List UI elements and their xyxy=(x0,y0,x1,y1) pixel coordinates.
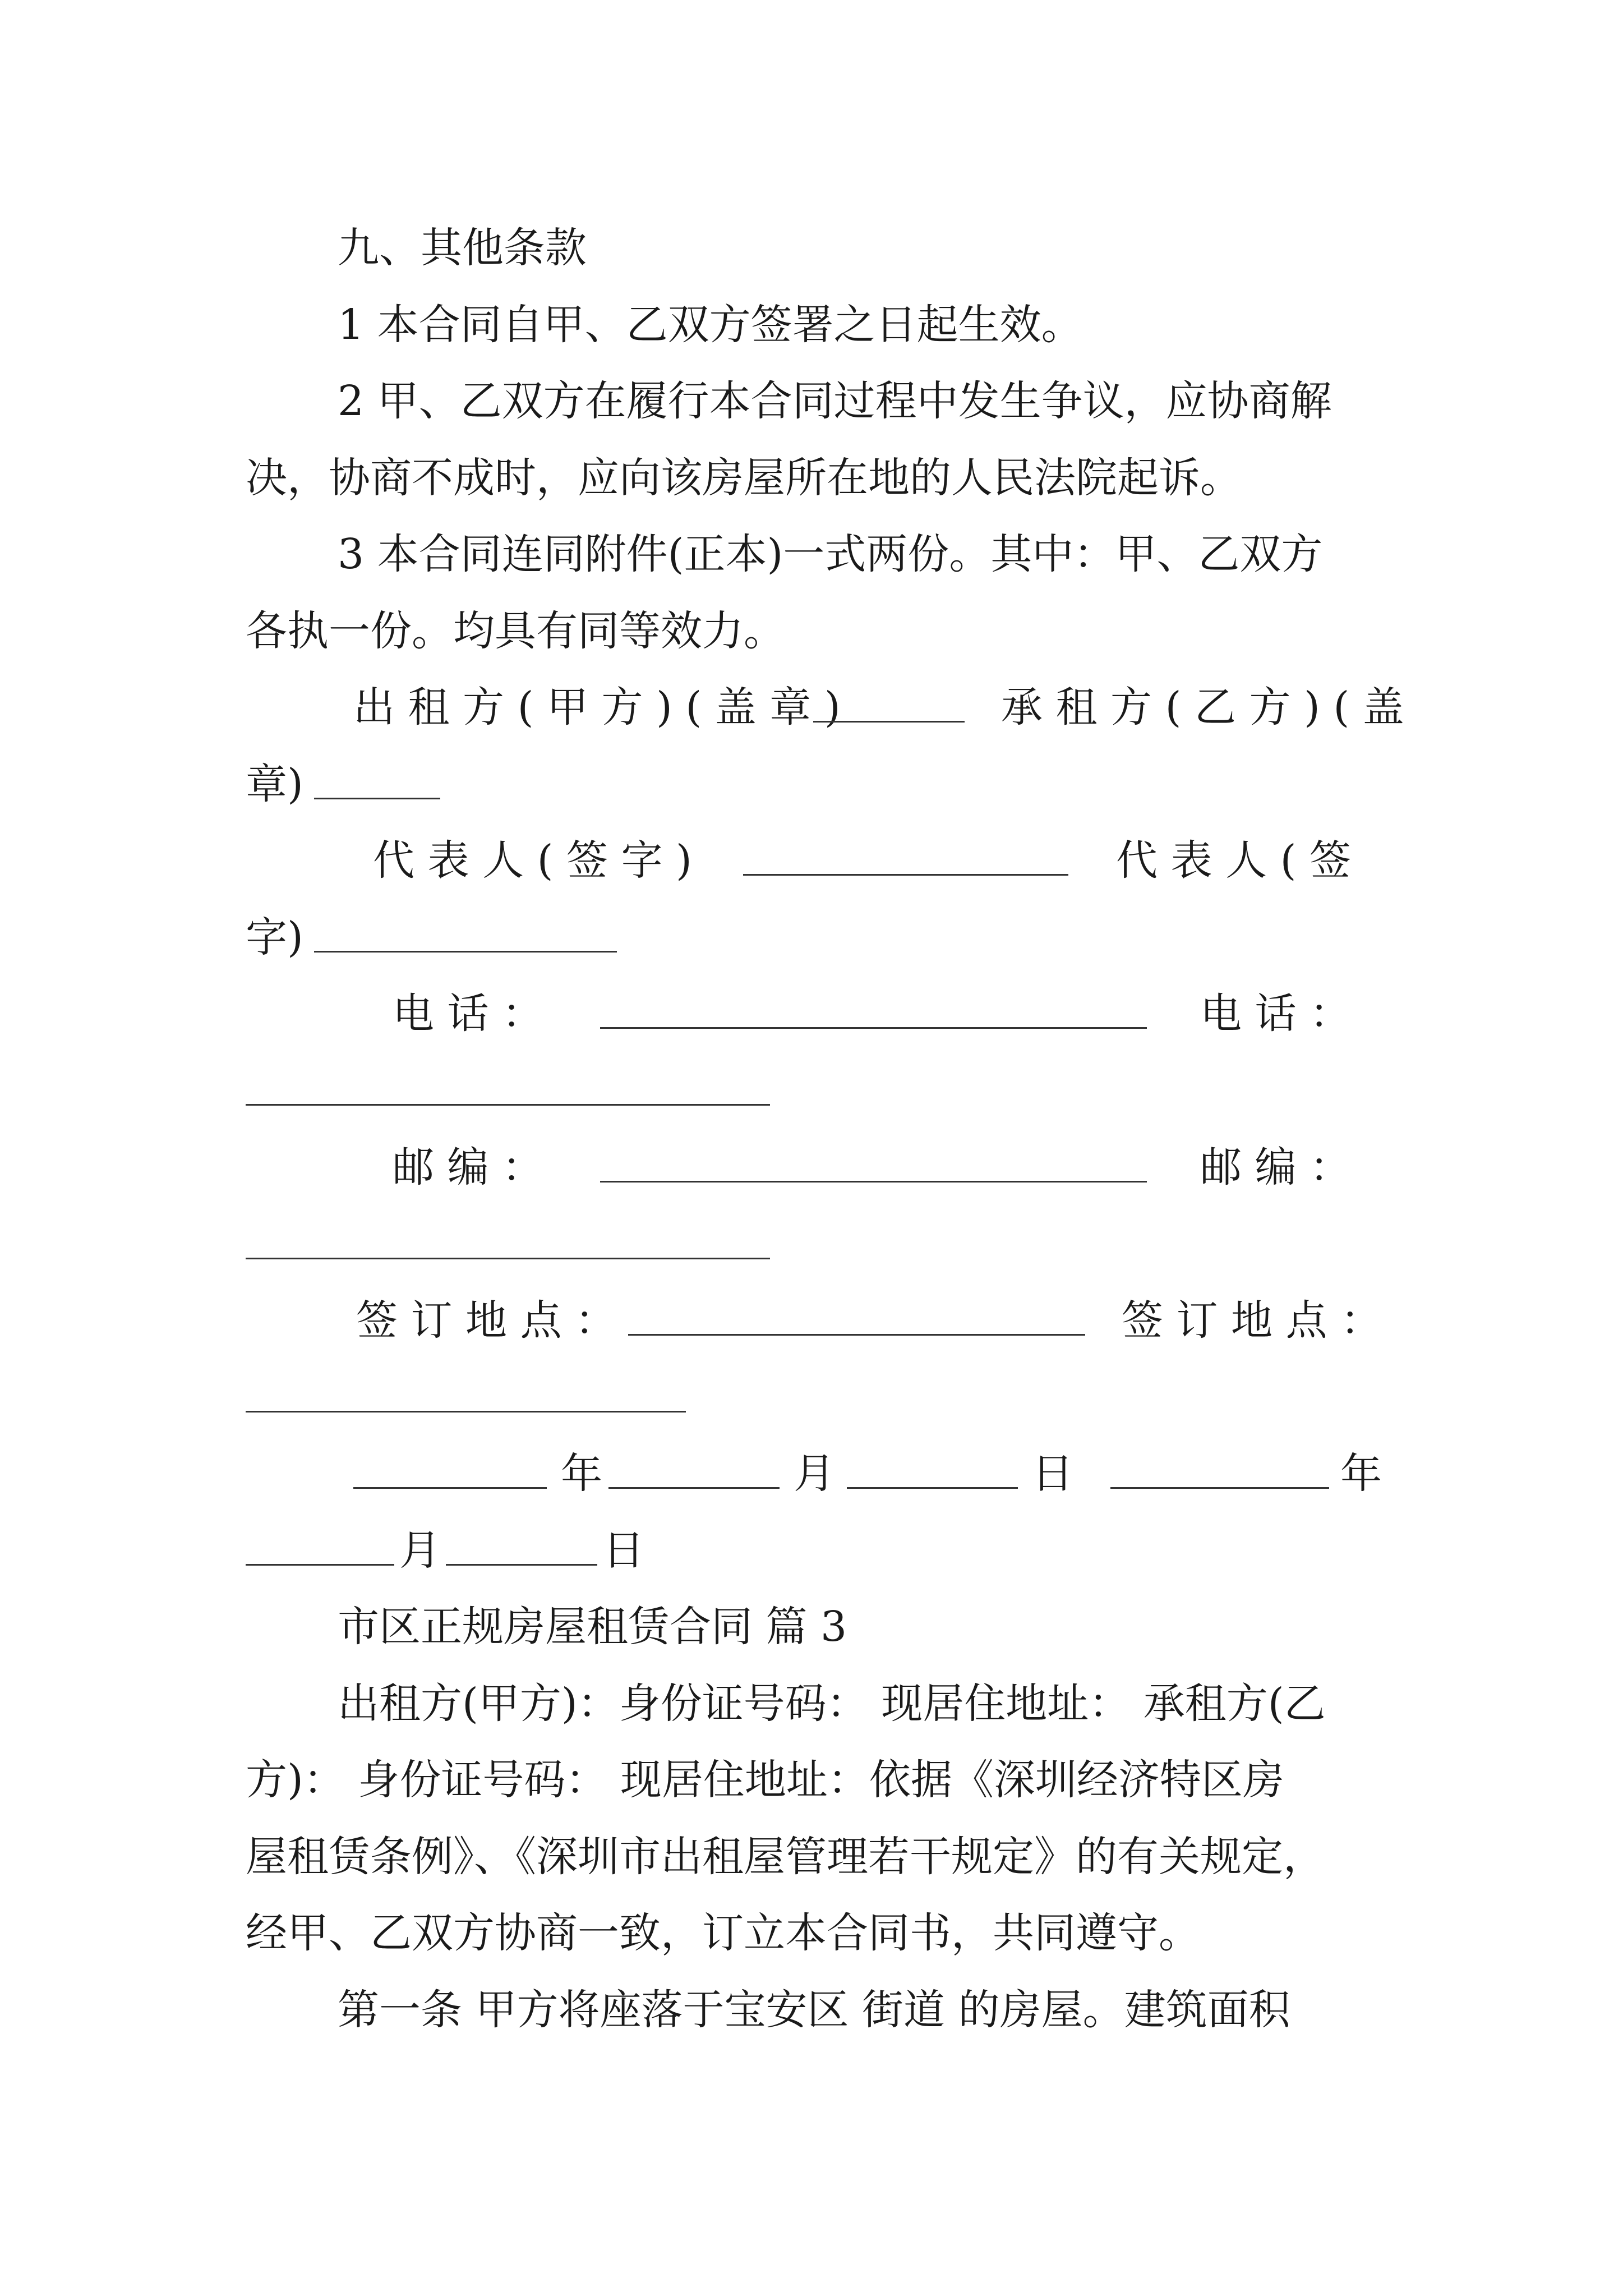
lessee-day-label: 日 xyxy=(603,1526,644,1575)
contract-3-title: 市区正规房屋租赁合同 篇 3 xyxy=(338,1603,847,1651)
clause-3-line-2: 各执一份。均具有同等效力。 xyxy=(246,607,785,655)
lessor-phone-blank xyxy=(600,1027,1147,1029)
contract-3-para-2: 方)： 身份证号码： 现居住地址：依据《深圳经济特区房 xyxy=(246,1756,1284,1804)
lessor-month-label: 月 xyxy=(794,1450,835,1498)
clause-2-line-1: 2 甲、乙双方在履行本合同过程中发生争议，应协商解 xyxy=(338,377,1332,425)
lessor-representative-blank xyxy=(743,874,1068,876)
lessee-representative-label-cont: 字) xyxy=(246,913,303,961)
lessor-seal-blank xyxy=(813,721,965,723)
lessee-postcode-blank xyxy=(246,1258,770,1259)
lessor-month-blank xyxy=(608,1487,780,1489)
lessor-day-label: 日 xyxy=(1032,1450,1073,1498)
lessee-representative-blank xyxy=(314,951,617,953)
contract-3-article-1: 第一条 甲方将座落于宝安区 街道 的房屋。建筑面积 xyxy=(338,1986,1290,2034)
lessee-signing-place-blank xyxy=(246,1411,686,1412)
lessor-phone-label: 电 话 ： xyxy=(393,990,544,1038)
contract-3-para-4: 经甲、乙双方协商一致，订立本合同书，共同遵守。 xyxy=(246,1909,1200,1957)
lessee-seal-blank xyxy=(314,798,440,799)
lessee-phone-blank xyxy=(246,1104,770,1106)
lessor-representative-label: 代 表 人 ( 签 字 ) xyxy=(373,836,692,885)
lessor-postcode-blank xyxy=(600,1181,1147,1182)
lessee-phone-label: 电 话 ： xyxy=(1200,990,1352,1038)
lessor-signing-place-label: 签 订 地 点 ： xyxy=(356,1296,617,1345)
lessee-seal-label-cont: 章) xyxy=(246,760,303,808)
clause-3-line-1: 3 本合同连同附件(正本)一式两份。其中：甲、乙双方 xyxy=(338,530,1323,578)
lessee-day-blank xyxy=(446,1564,597,1566)
lessor-year-label: 年 xyxy=(561,1450,602,1498)
lessee-year-label: 年 xyxy=(1340,1450,1382,1498)
lessee-year-blank xyxy=(1110,1487,1329,1489)
lessee-representative-label: 代 表 人 ( 签 xyxy=(1116,836,1351,885)
lessor-seal-label: 出 租 方 ( 甲 方 ) ( 盖 章 ) xyxy=(353,683,841,731)
lessee-signing-place-label: 签 订 地 点 ： xyxy=(1122,1296,1382,1345)
section-heading-other-terms: 九、其他条款 xyxy=(338,224,587,272)
lessor-signing-place-blank xyxy=(628,1334,1085,1336)
clause-2-line-2: 决，协商不成时，应向该房屋所在地的人民法院起诉。 xyxy=(246,454,1242,502)
clause-1: 1 本合同自甲、乙双方签署之日起生效。 xyxy=(338,301,1083,349)
contract-3-para-3: 屋租赁条例》、《深圳市出租屋管理若干规定》的有关规定， xyxy=(246,1833,1325,1881)
lessee-month-label: 月 xyxy=(399,1526,441,1575)
contract-3-para-1: 出租方(甲方)：身份证号码： 现居住地址： 承租方(乙 xyxy=(338,1680,1326,1728)
lessee-seal-label: 承 租 方 ( 乙 方 ) ( 盖 xyxy=(1001,683,1404,731)
lessor-postcode-label: 邮 编 ： xyxy=(393,1143,544,1191)
lessee-month-blank xyxy=(246,1564,394,1566)
lessor-day-blank xyxy=(847,1487,1018,1489)
lessor-year-blank xyxy=(353,1487,547,1489)
lessee-postcode-label: 邮 编 ： xyxy=(1200,1143,1352,1191)
